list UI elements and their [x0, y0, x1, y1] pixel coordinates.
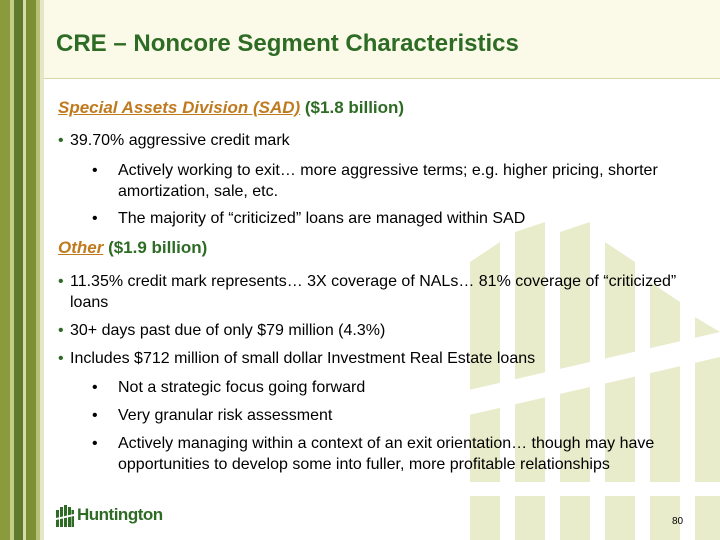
section-heading-link[interactable]: Special Assets Division (SAD) [58, 98, 301, 117]
section-heading-amount: ($1.9 billion) [103, 238, 208, 257]
bullet-text: 39.70% aggressive credit mark [70, 132, 290, 149]
bullet-marker: • [92, 379, 98, 396]
sub-bullet-text: Actively managing within a context of an exit orientation… though may have opportunities to develop some into fuller, more profitable relationships [118, 435, 655, 473]
slide-title: CRE – Noncore Segment Characteristics [56, 30, 519, 57]
sub-bullet-text: Not a strategic focus going forward [118, 379, 366, 396]
bullet-marker: • [92, 162, 98, 179]
bullet-marker: • [58, 132, 64, 149]
sub-bullet-item [92, 433, 687, 475]
bullet-marker: • [92, 435, 98, 452]
huntington-logo-icon [56, 505, 74, 527]
bullet-text: Includes $712 million of small dollar Investment Real Estate loans [70, 350, 536, 367]
section-heading-sad [58, 98, 404, 118]
bullet-marker: • [92, 407, 98, 424]
sub-bullet-item [92, 377, 687, 398]
sub-bullet-item [92, 405, 687, 426]
bullet-item [58, 271, 698, 313]
logo-wordmark: Huntington [77, 505, 163, 524]
bullet-item [58, 130, 698, 151]
bullet-marker: • [58, 322, 64, 339]
bullet-text: 11.35% credit mark represents… 3X coverage of NALs… 81% coverage of “criticized” loans [70, 273, 677, 311]
sub-bullet-text: Very granular risk assessment [118, 407, 333, 424]
bullet-marker: • [58, 273, 64, 290]
sub-bullet-text: The majority of “criticized” loans are managed within SAD [118, 210, 526, 227]
sub-bullet-item [92, 160, 687, 202]
bullet-item [58, 320, 698, 341]
sub-bullet-text: Actively working to exit… more aggressive terms; e.g. higher pricing, shorter amortization, sale, etc. [118, 162, 658, 200]
bullet-marker: • [92, 210, 98, 227]
huntington-logo [56, 505, 176, 527]
bullet-marker: • [58, 350, 64, 367]
page-number: 80 [672, 516, 684, 527]
section-heading-other [58, 238, 207, 258]
section-heading-link[interactable]: Other [58, 238, 104, 257]
section-heading-amount: ($1.8 billion) [300, 98, 405, 117]
bullet-item [58, 348, 698, 369]
bullet-text: 30+ days past due of only $79 million (4.3%) [70, 322, 386, 339]
sub-bullet-item [92, 208, 687, 229]
